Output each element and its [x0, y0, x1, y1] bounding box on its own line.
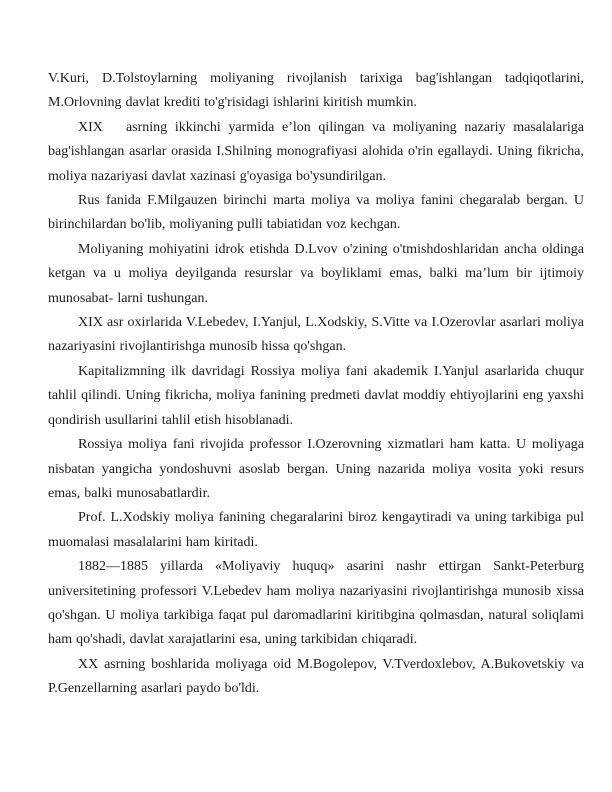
- paragraph: XIX asr oxirlarida V.Lebedev, I.Yanjul, L.Xodskiy, S.Vitte va I.Ozerovlar asarlari moliya nazariyasini rivojlantirishga munosib hissa qo'shgan.: [48, 315, 588, 355]
- paragraph: Moliyaning mohiyatini idrok etishda D.Lvov o'zining o'tmishdoshlaridan ancha oldinga ketgan va u moliya deyilganda resurslar va boyliklami emas, balki ma’lum bir ijtimoiy munosabat- larni tushungan.: [48, 241, 588, 306]
- text-block: [48, 67, 588, 702]
- paragraph: XX asrning boshlarida moliyaga oid M.Bogolepov, V.Tverdoxlebov, A.Bukovetskiy va P.Genzellarning asarlari paydo bo'ldi.: [48, 656, 588, 697]
- paragraph: Rus fanida F.Milgauzen birinchi marta moliya va moliya fanini chegaralab bergan. U birinchilardan bo'lib, moliyaning pulli tabiatidan voz kechgan.: [48, 193, 588, 233]
- paragraph: 1882—1885 yillarda «Moliyaviy huquq» asarini nashr ettirgan Sankt-Peterburg universitetining professori V.Lebedev ham moliya nazariyasini rivojlantirishga munosib xissa qo'shgan. U moliya tarkibiga faqat pul daromadlarini kiritibgina qolmasdan, natural soliqlami ham qo'shadi, davlat xarajatlarini esa, uning tarkibidan chiqaradi.: [48, 559, 588, 648]
- paragraph: Rossiya moliya fani rivojida professor I.Ozerovning xizmatlari ham katta. U moliyaga nisbatan yangicha yondoshuvni asoslab bergan. Uning nazarida moliya vosita yoki resurs emas, balki munosabatlardir.: [48, 437, 588, 501]
- paragraph: XIX asrning ikkinchi yarmida e’lon qilingan va moliyaning nazariy masalalariga bag'ishlangan asarlar orasida I.Shilning monografiyasi alohida o'rin egallaydi. Uning fikricha, moliya nazariyasi davlat xazinasi g'oyasiga bo'ysundirilgan.: [48, 119, 588, 184]
- paragraph: V.Kuri, D.Tolstoylarning moliyaning rivojlanish tarixiga bag'ishlangan tadqiqotlarini, M.Orlovning davlat krediti to'g'risidagi ishlarini kiritish mumkin.: [48, 71, 588, 111]
- paragraph: Kapitalizmning ilk davridagi Rossiya moliya fani akademik I.Yanjul asarlarida chuqur tahlil qilindi. Uning fikricha, moliya fanining predmeti davlat moddiy ehtiyojlarini eng yaxshi qondirish usullarini tahlil etish hisoblanadi.: [48, 363, 588, 428]
- paragraph: Prof. L.Xodskiy moliya fanining chegaralarini biroz kengaytiradi va uning tarkibiga pul muomalasi masalalarini ham kiritadi.: [48, 510, 588, 550]
